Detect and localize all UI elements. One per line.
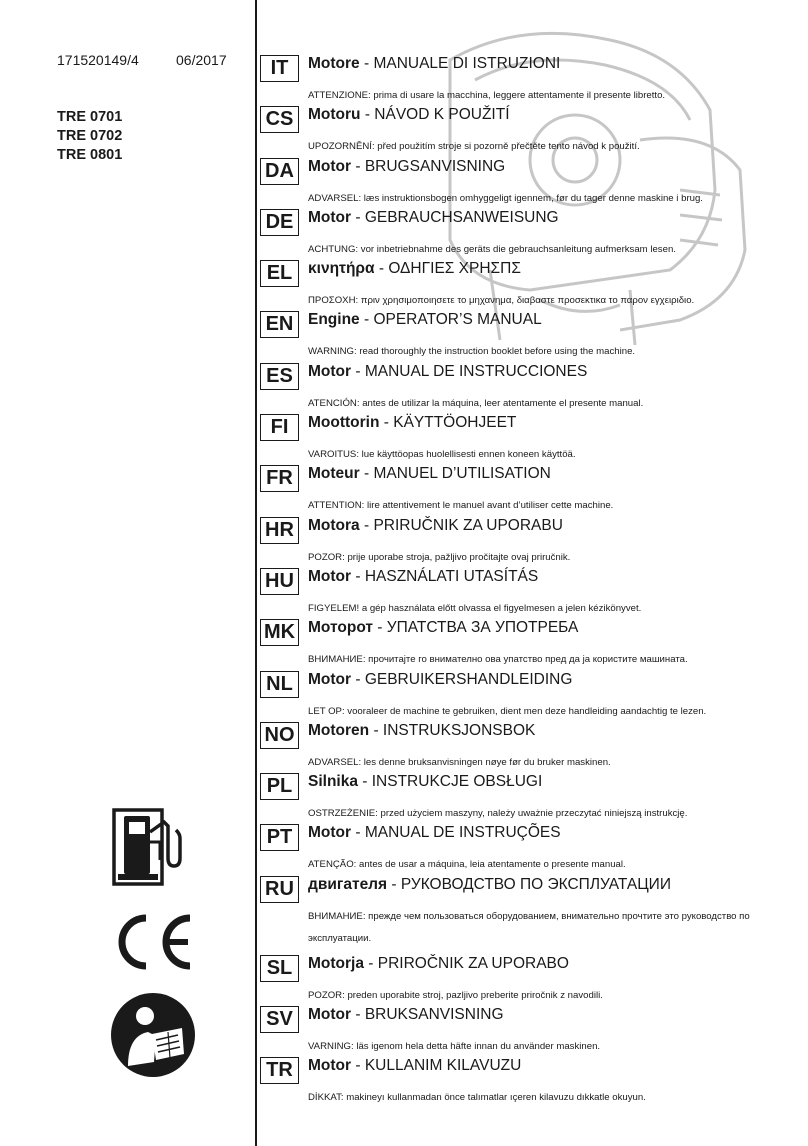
warning-text: ATTENZIONE: prima di usare la macchina, leggere attentamente il presente libretto. (308, 90, 666, 101)
language-code: IT (260, 55, 299, 82)
title-separator: - (374, 260, 389, 278)
title-separator: - (359, 465, 374, 483)
engine-noun: Engine (308, 311, 360, 329)
language-section-da (260, 155, 790, 206)
section-title (308, 260, 521, 278)
section-title (308, 517, 563, 535)
manual-title: MANUEL D’UTILISATION (373, 465, 551, 483)
engine-noun: Motoren (308, 721, 370, 739)
language-section-en (260, 308, 790, 359)
manual-title: MANUAL DE INSTRUCCIONES (364, 362, 588, 380)
warning-text: POZOR: prije uporabe stroja, pažljivo pročitajte ovaj priručnik. (308, 551, 571, 563)
warning-text: POZOR: preden uporabite stroj, pazljivo preberite priročnik z navodili. (308, 989, 603, 1001)
manual-title: KULLANIM KILAVUZU (364, 1057, 522, 1075)
engine-noun: двигателя (308, 875, 388, 893)
document-date: 06/2017 (176, 52, 227, 68)
title-separator: - (351, 157, 365, 175)
language-code: FI (260, 414, 299, 441)
language-section-mk (260, 616, 790, 667)
section-title (308, 619, 578, 637)
language-code: FR (260, 465, 299, 492)
model-list (57, 108, 122, 165)
manual-title: KÄYTTÖOHJEET (393, 414, 517, 432)
section-title (308, 209, 559, 227)
engine-noun: Motor (308, 1057, 352, 1075)
title-separator: - (359, 516, 374, 534)
warning-text: ACHTUNG: vor inbetriebnahme des geräts die gebrauchsanleitung aufmerksam lesen. (308, 243, 676, 255)
language-section-cs (260, 103, 790, 154)
language-code: EL (260, 260, 299, 287)
section-title (308, 106, 510, 124)
title-separator: - (357, 773, 372, 791)
engine-noun: Motorja (308, 954, 364, 972)
manual-title: PRIROČNIK ZA UPORABO (377, 954, 569, 972)
engine-noun: Motor (308, 362, 352, 380)
language-sections (260, 52, 790, 1106)
language-code: SL (260, 955, 299, 982)
engine-noun: Motor (308, 208, 352, 226)
language-section-fi (260, 411, 790, 462)
title-separator: - (351, 824, 365, 842)
engine-noun: Motor (308, 157, 352, 175)
section-title (308, 55, 560, 73)
model-name: TRE 0701 (57, 109, 123, 125)
language-code: TR (260, 1057, 299, 1084)
language-code: NL (260, 671, 299, 698)
language-section-sv (260, 1003, 790, 1054)
language-code: NO (260, 722, 299, 749)
language-code: DA (260, 158, 299, 185)
manual-title: MANUALE DI ISTRUZIONI (373, 55, 561, 72)
ce-mark-icon (110, 913, 196, 971)
language-section-hu (260, 565, 790, 616)
language-section-es (260, 360, 790, 411)
engine-noun: Motor (308, 567, 352, 585)
fuel-pump-icon (112, 808, 186, 888)
warning-text: VAROITUS: lue käyttöopas huolellisesti ennen koneen käyttöä. (308, 449, 576, 461)
engine-noun: Motore (308, 55, 360, 72)
manual-title: РУКОВОДСТВО ПО ЭКСПЛУАТАЦИИ (400, 875, 671, 893)
title-separator: - (387, 875, 401, 893)
language-code: PL (260, 773, 299, 800)
title-separator: - (351, 670, 365, 688)
warning-text: ВНИМАНИЕ: прежде чем пользоваться оборудованием, внимательно прочтите это руководство по эксплуатации. (308, 910, 750, 944)
section-title (308, 824, 561, 842)
section-title (308, 414, 516, 432)
manual-title: OPERATOR’S MANUAL (373, 311, 542, 329)
section-title (308, 1006, 504, 1024)
language-code: SV (260, 1006, 299, 1033)
title-separator: - (351, 1057, 365, 1075)
language-code: CS (260, 106, 299, 133)
language-code: EN (260, 311, 299, 338)
section-title (308, 363, 587, 381)
warning-text: ΠΡΟΣΟΧΗ: πριν χρησιμοποιησετε το μηχανημα, διαβαστε προσεκτικα το παρον εγχειριδιο. (308, 295, 695, 307)
language-section-no (260, 719, 790, 770)
title-separator: - (351, 567, 365, 585)
engine-noun: Moteur (308, 465, 360, 483)
title-separator: - (359, 55, 374, 72)
language-section-tr (260, 1054, 790, 1105)
warning-text: ATENÇÃO: antes de usar a máquina, leia atentamente o presente manual. (308, 859, 626, 871)
manual-title: PRIRUČNIK ZA UPORABU (373, 516, 563, 534)
section-title (308, 1057, 521, 1075)
title-separator: - (363, 954, 378, 972)
section-title (308, 955, 569, 973)
title-separator: - (351, 1006, 365, 1024)
section-title (308, 465, 551, 483)
language-section-nl (260, 668, 790, 719)
document-code: 171520149/4 (57, 52, 139, 68)
warning-text: ATTENTION: lire attentivement le manuel avant d’utiliser cette machine. (308, 500, 614, 512)
title-separator: - (351, 362, 365, 380)
language-section-de (260, 206, 790, 257)
warning-text: OSTRZEŻENIE: przed użyciem maszyny, należy uważnie przeczytać niniejszą instrukcję. (308, 808, 688, 820)
language-section-pl (260, 770, 790, 821)
manual-title: NÁVOD K POUŽITÍ (374, 106, 510, 124)
title-separator: - (359, 311, 374, 329)
section-title (308, 722, 535, 740)
model-name: TRE 0801 (57, 147, 123, 163)
warning-text: UPOZORNĚNÍ: před použitím stroje si pozorně přečtěte tento návod k použití. (308, 141, 640, 153)
language-code: RU (260, 876, 299, 903)
language-section-pt (260, 821, 790, 872)
manual-title: BRUKSANVISNING (364, 1006, 504, 1024)
title-separator: - (379, 414, 394, 432)
manual-title: HASZNÁLATI UTASÍTÁS (364, 567, 539, 585)
manual-title: INSTRUKCJE OBSŁUGI (371, 773, 543, 791)
language-code: PT (260, 824, 299, 851)
language-section-sl (260, 952, 790, 1003)
language-section-it (260, 52, 790, 103)
read-manual-icon (110, 992, 196, 1078)
manual-title: ΟΔΗΓΙΕΣ ΧΡΗΣΠΣ (388, 260, 521, 278)
engine-noun: Моторот (308, 619, 373, 637)
engine-noun: Moottorin (308, 414, 380, 432)
section-title (308, 568, 538, 586)
engine-noun: Motoru (308, 106, 361, 124)
engine-noun: κινητήρα (308, 260, 375, 278)
title-separator: - (373, 619, 387, 637)
warning-text: ATENCIÓN: antes de utilizar la máquina, leer atentamente el presente manual. (308, 397, 644, 409)
warning-text: ВНИМАНИЕ: прочитајте го внимателно ова упатство пред да ја користите машината. (308, 654, 688, 666)
manual-title: BRUGSANVISNING (364, 157, 506, 175)
language-section-fr (260, 462, 790, 513)
section-title (308, 876, 671, 894)
engine-noun: Motor (308, 824, 352, 842)
language-code: MK (260, 619, 299, 646)
language-section-ru (260, 873, 790, 952)
section-title (308, 311, 542, 329)
language-code: DE (260, 209, 299, 236)
title-separator: - (369, 721, 383, 739)
manual-title: GEBRUIKERSHANDLEIDING (364, 670, 573, 688)
section-title (308, 773, 542, 791)
manual-title: MANUAL DE INSTRUÇÕES (364, 824, 561, 842)
title-separator: - (351, 208, 365, 226)
engine-noun: Motor (308, 670, 352, 688)
warning-text: ADVARSEL: les denne bruksanvisningen nøye før du bruker maskinen. (308, 756, 611, 768)
language-section-hr (260, 514, 790, 565)
title-separator: - (360, 106, 375, 124)
warning-text: ADVARSEL: læs instruktionsbogen omhyggeligt igennem, før du tager denne maskine i brug. (308, 192, 703, 204)
model-name: TRE 0702 (57, 128, 123, 144)
manual-title: GEBRAUCHSANWEISUNG (364, 208, 559, 226)
warning-text: FIGYELEM! a gép használata előtt olvassa el figyelmesen a jelen kézikönyvet. (308, 602, 642, 614)
engine-noun: Motor (308, 1006, 352, 1024)
engine-noun: Silnika (308, 773, 358, 791)
manual-title: УПАТСТВА ЗА УПОТРЕБА (386, 619, 579, 637)
warning-text: VARNING: läs igenom hela detta häfte innan du använder maskinen. (308, 1041, 601, 1053)
manual-title: INSTRUKSJONSBOK (382, 721, 536, 739)
section-title (308, 158, 505, 176)
warning-text: WARNING: read thoroughly the instruction booklet before using the machine. (308, 346, 636, 358)
engine-noun: Motora (308, 516, 360, 534)
warning-text: DİKKAT: makineyı kullanmadan önce talımatlar ıçeren kilavuzu dıkkatle okuyun. (308, 1092, 646, 1104)
language-code: ES (260, 363, 299, 390)
language-code: HU (260, 568, 299, 595)
language-code: HR (260, 517, 299, 544)
language-section-el (260, 257, 790, 308)
warning-text: LET OP: vooraleer de machine te gebruiken, dient men deze handleiding aandachtig te lezen. (308, 705, 707, 717)
vertical-divider (255, 0, 257, 1146)
section-title (308, 671, 572, 689)
